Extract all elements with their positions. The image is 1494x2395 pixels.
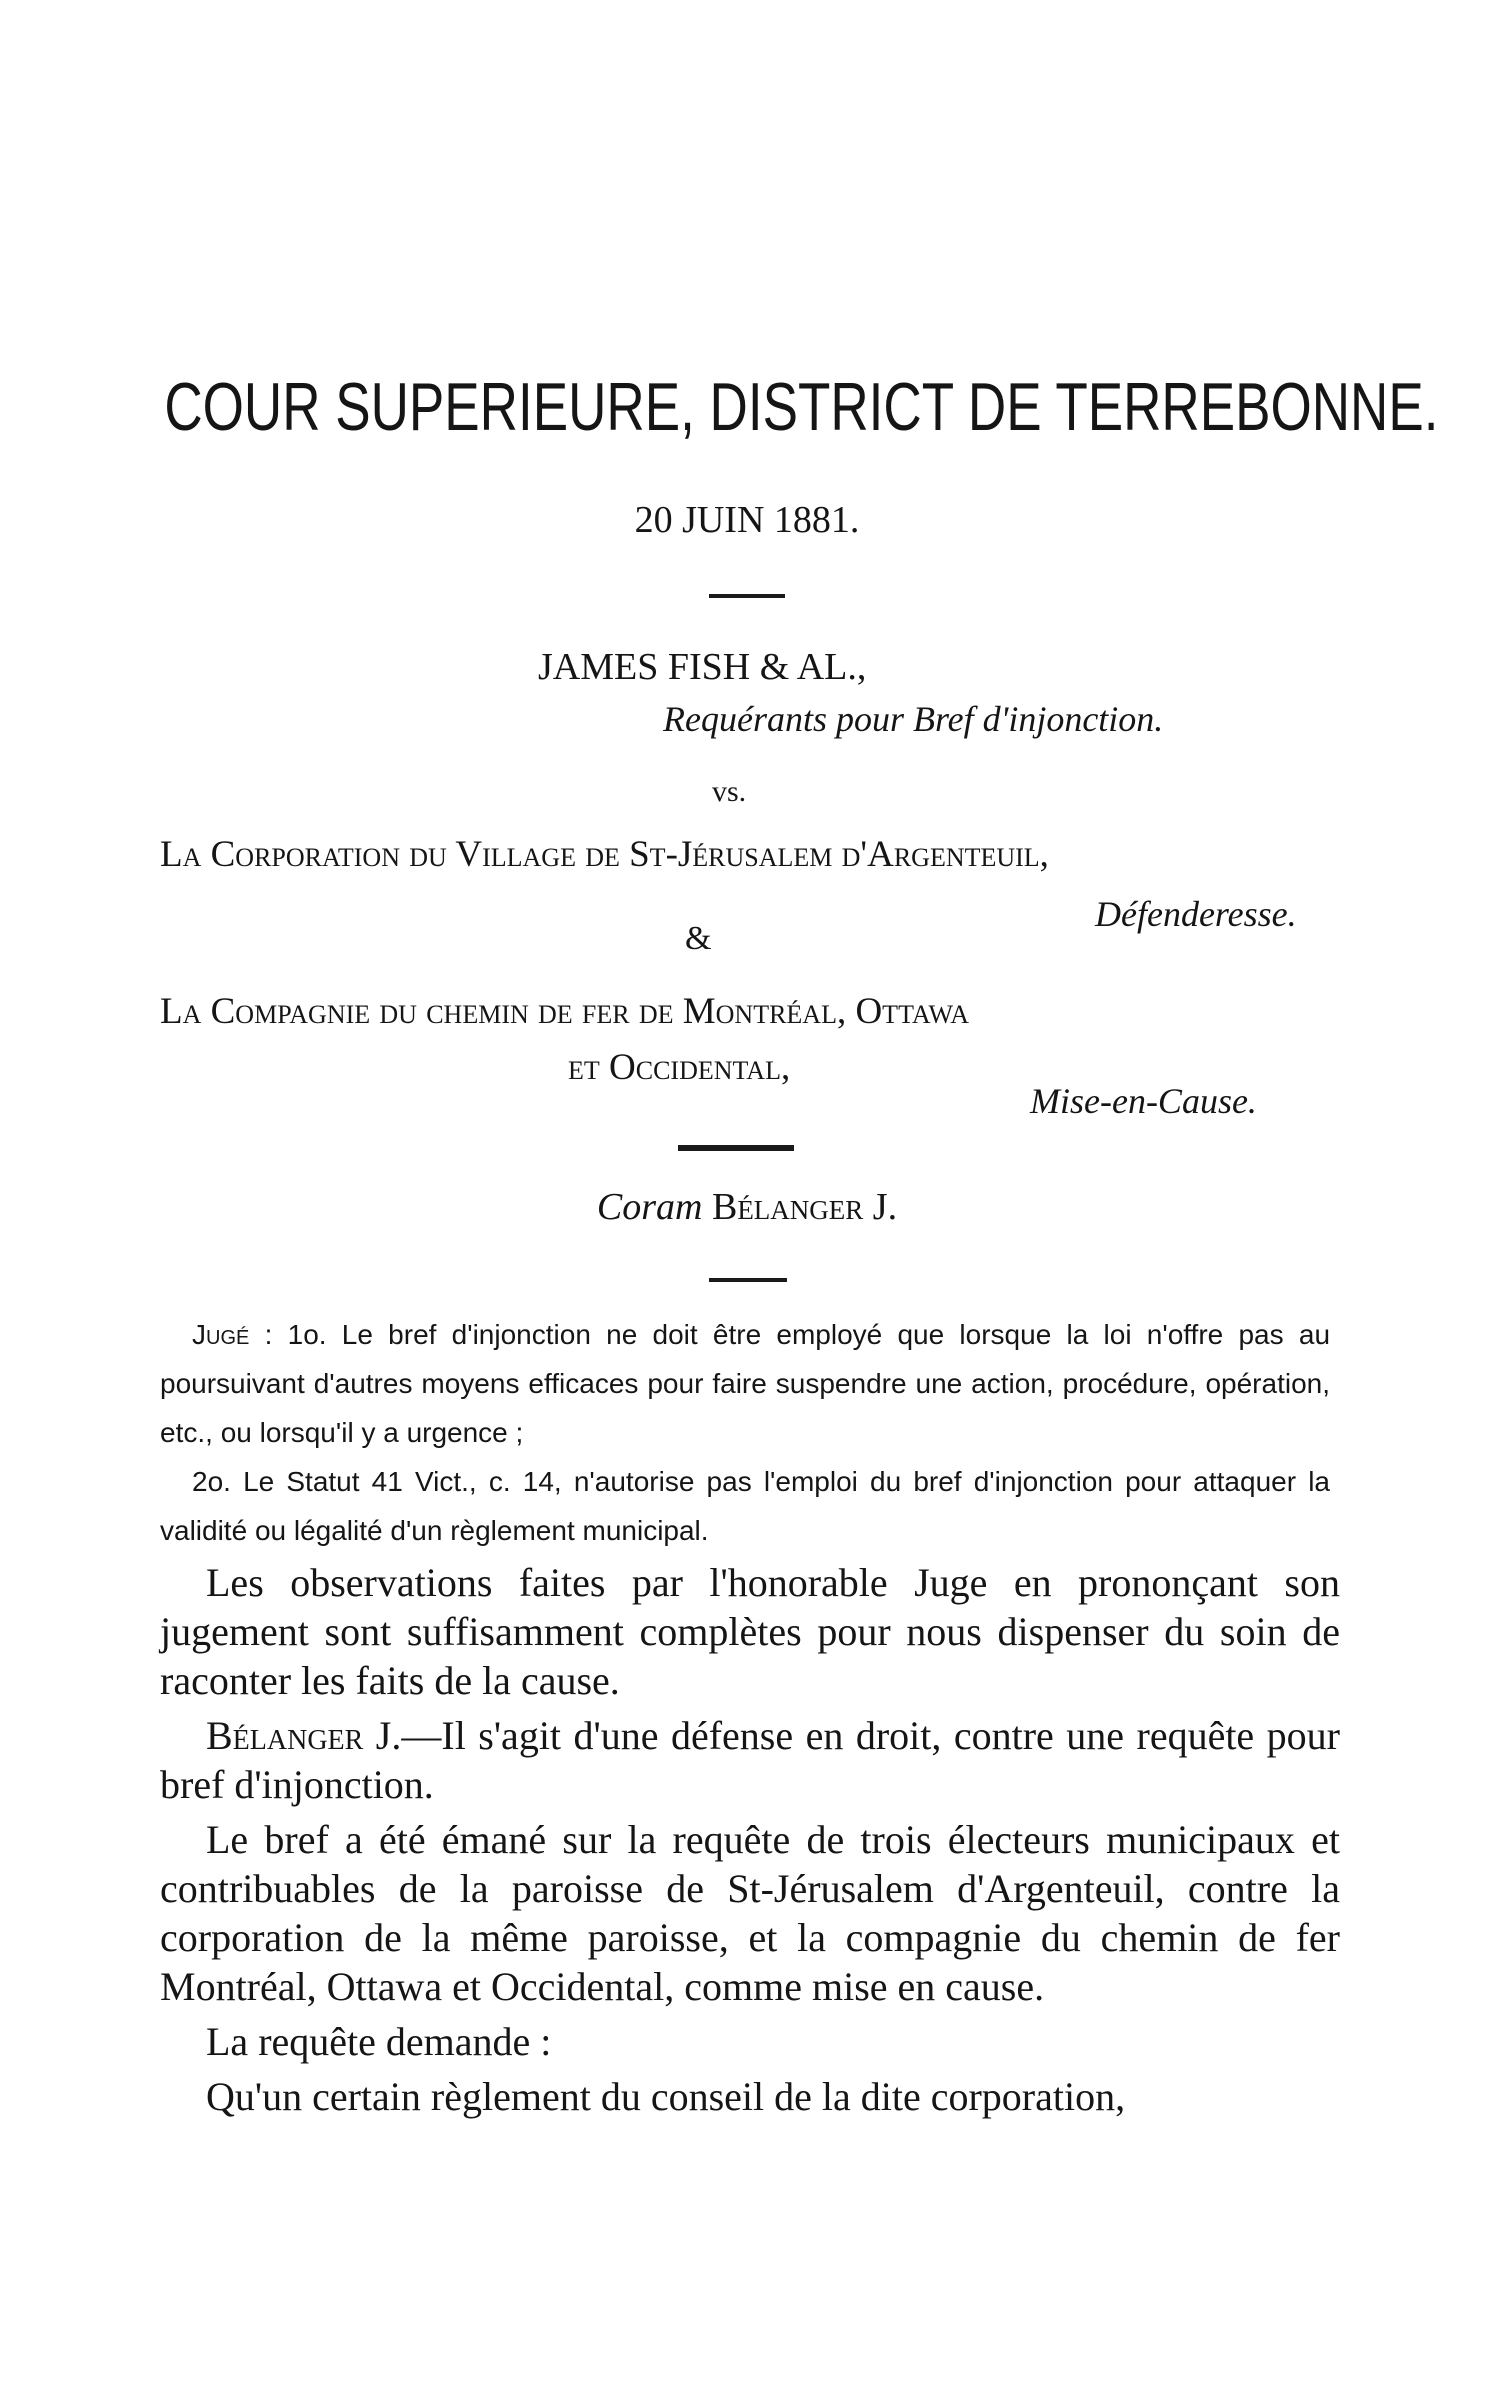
paragraph: Les observations faites par l'honorable Juge en prononçant son jugement sont suffisamment complètes pour nous dispenser du soin de raconter les faits de la cause. [160, 1560, 1340, 1703]
hearing-date: 20 JUIN 1881. [634, 499, 860, 541]
headnote-point-1-text: 1o. Le bref d'injonction ne doit être employé que lorsque la loi n'offre pas au poursuivant d'autres moyens efficaces pour faire suspendre une action, procédure, opération, etc., ou lorsqu'il y a urgence ; [160, 1319, 1331, 1448]
body-text [160, 1558, 1340, 2127]
paragraph [160, 1711, 1340, 1809]
separator-rule [709, 594, 785, 598]
paragraph: Qu'un certain règlement du conseil de la dite corporation, [206, 2074, 1126, 2119]
judge-name: Bélanger J. [206, 1713, 402, 1758]
coram-judge: Bélanger J. [711, 1186, 898, 1228]
paragraph: Le bref a été émané sur la requête de trois électeurs municipaux et contribuables de la paroisse de St-Jérusalem d'Argenteuil, contre la corporation de la même paroisse, et la compagnie du chemin de fer Montréal, Ottawa et Occidental, comme mise en cause. [160, 1817, 1340, 2009]
separator-rule [709, 1278, 787, 1282]
separator-rule [678, 1145, 794, 1151]
mis-en-cause-line-2: et Occidental, [568, 1047, 791, 1088]
petitioner-name: JAMES FISH & AL., [538, 646, 867, 688]
headnote-point-2: 2o. Le Statut 41 Vict., c. 14, n'autorise pas l'emploi du bref d'injonction pour attaquer la validité ou légalité d'un règlement municipal. [160, 1466, 1330, 1546]
headnote [160, 1310, 1330, 1555]
headnote-label: Jugé : [192, 1319, 273, 1350]
versus-label: vs. [712, 775, 747, 808]
court-title: COUR SUPERIEURE, DISTRICT DE TERREBONNE. [164, 369, 1439, 445]
defendant-name: La Corporation du Village de St-Jérusalem d'Argenteuil, [160, 834, 1049, 875]
petitioner-role: Requérants pour Bref d'injonction. [663, 699, 1164, 739]
mis-en-cause-line-1: La Compagnie du chemin de fer de Montréal, Ottawa [160, 991, 969, 1032]
ampersand: & [685, 920, 712, 957]
headnote-point-1 [160, 1310, 1330, 1457]
paragraph-text: —Il s'agit d'une défense en droit, contre une requête pour bref d'injonction. [160, 1713, 1340, 1807]
mis-en-cause-role: Mise-en-Cause. [1030, 1081, 1257, 1121]
coram-line [0, 1185, 1494, 1229]
paragraph: La requête demande : [206, 2019, 552, 2064]
coram-prefix: Coram [596, 1186, 703, 1228]
defendant-role: Défenderesse. [1095, 894, 1297, 934]
